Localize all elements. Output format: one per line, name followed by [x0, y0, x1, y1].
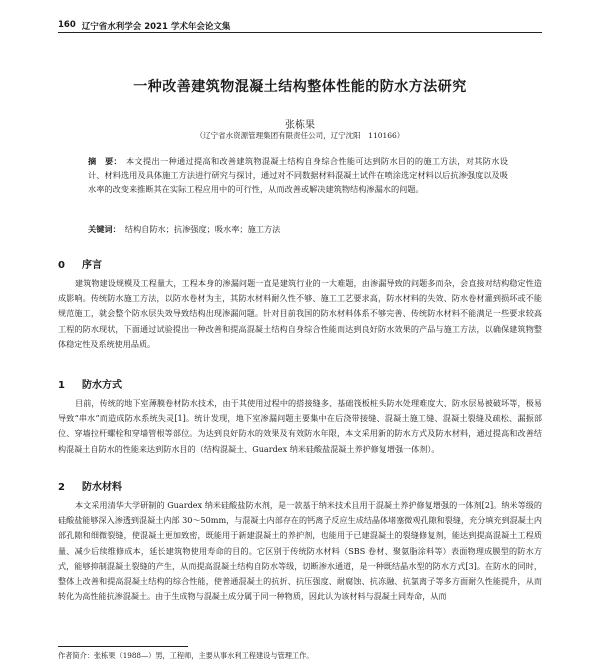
abstract-text: 本文提出一种通过提高和改善建筑物混凝土结构自身综合性能可达到防水目的的施工方法，对其防水设计、材料选用及具体施工方法进行研究与探讨，通过对不同数据材料混凝土试件在喷涂选定材料以后抗渗强度以及吸水率的改变来推断其在实际工程应用中的可行性，从而改善或解决建筑物结构渗漏水的问题。	[88, 156, 508, 195]
section-number: 0	[58, 260, 65, 271]
footnote-rule	[58, 646, 188, 647]
section-heading-1	[58, 376, 122, 391]
author-name: 张栋果	[285, 120, 315, 131]
abstract-label: 摘 要：	[88, 156, 122, 166]
paper-title: 一种改善建筑物混凝土结构整体性能的防水方法研究	[133, 79, 467, 95]
section-0-paragraph: 建筑物建设规模及工程量大，工程本身的渗漏问题一直是建筑行业的一大难题，由渗漏导致的问题多而杂，会直接对结构稳定性造成影响。传统防水施工方法，以防水卷材为主，其防水材料耐久性不够、施工工艺要求高，防水材料的失效、防水卷材灌到损坏或不能规范施工，就会整个防水层失效导致结构出现渗漏问题。针对目前我国的防水材料体系不够完善、传统防水材料不能满足一些要求较高工程的防水现状，下面通过试验提出一种改善和提高混凝土结构自身综合性能而达到良好防水效果的产品与施工方法，以确保建筑物整体稳定性及系统使用品质。	[58, 278, 542, 349]
section-heading-0	[58, 256, 102, 271]
section-title: 防水方式	[82, 380, 122, 391]
abstract	[88, 154, 508, 197]
author-affiliation: （辽宁省水资源管理集团有限责任公司，辽宁沈阳 110166）	[195, 131, 405, 140]
page-number: 160	[58, 20, 76, 30]
journal-name: 辽宁省水利学会 2021 学术年会论文集	[81, 22, 231, 32]
keywords-text: 结构自防水；抗渗强度；吸水率；施工方法	[124, 224, 281, 234]
keywords-label: 关键词：	[88, 224, 121, 234]
keywords	[88, 222, 508, 236]
section-number: 1	[58, 380, 65, 391]
section-title: 防水材料	[82, 482, 122, 493]
section-1-paragraph: 目前，传统的地下室薄膜卷材防水技术，由于其使用过程中的搭接缝多、基础筏板桩头防水处理难度大、防水层易被破坏等，极易导致“串水”而造成防水系统失灵[1]。统计发现，地下室渗漏问题主要集中在后浇带接缝、混凝土施工缝、混凝土裂缝及疏松、漏振部位、穿墙拉杆螺栓和穿墙管根等部位。为达到良好防水的效果及有效防水年限，本文采用新的防水方式及防水材料，通过提高和改善结构混凝土自防水的性能来达到防水目的（结构混凝土、Guardex 纳米硅酸盐混凝土养护修复增强一体剂）。	[58, 398, 542, 454]
author-footnote: 作者简介：张栋果（1988—）男，工程师，主要从事水利工程建设与管理工作。	[58, 651, 314, 660]
section-2-paragraph: 本文采用清华大学研制的 Guardex 纳米硅酸盐防水剂，是一款基于纳米技术且用于混凝土养护修复增强的一体剂[2]。纳米等级的硅酸盐能够深入渗透到混凝土内部 30～50mm，与混凝土内部存在的钙离子反应生成结晶体堵塞微观孔隙和裂缝，充分填充到混凝土内部孔隙和细微裂缝，使混凝土更加致密，既能用于新建混凝土的养护剂，也能用于已建混凝土的裂缝修复剂，能达到提高混凝土工程质量、减少后续维修成本，延长建筑物使用寿命的目的。它区别于传统防水材料（SBS 卷材、聚氨脂涂料等）表面物理成膜型的防水方式，能够抑制混凝土裂缝的产生，从而提高混凝土结构自防水等级，切断渗水通道，是一种既结晶水型的防水方式[3]。在防水的同时，整体上改善和提高混凝土结构的综合性能，使普通混凝土的抗折、抗压强度、耐腐蚀、抗冻融、抗氯离子等多方面耐久性能提升，从而转化为高性能抗渗混凝土。由于生成物与混凝土成分属于同一种物质，因此认为该材料与混凝土同寿命，从而	[58, 500, 542, 602]
section-title: 序言	[82, 260, 102, 271]
section-heading-2	[58, 478, 122, 493]
header-rule	[58, 32, 542, 33]
running-head	[58, 20, 538, 32]
section-number: 2	[58, 482, 65, 493]
